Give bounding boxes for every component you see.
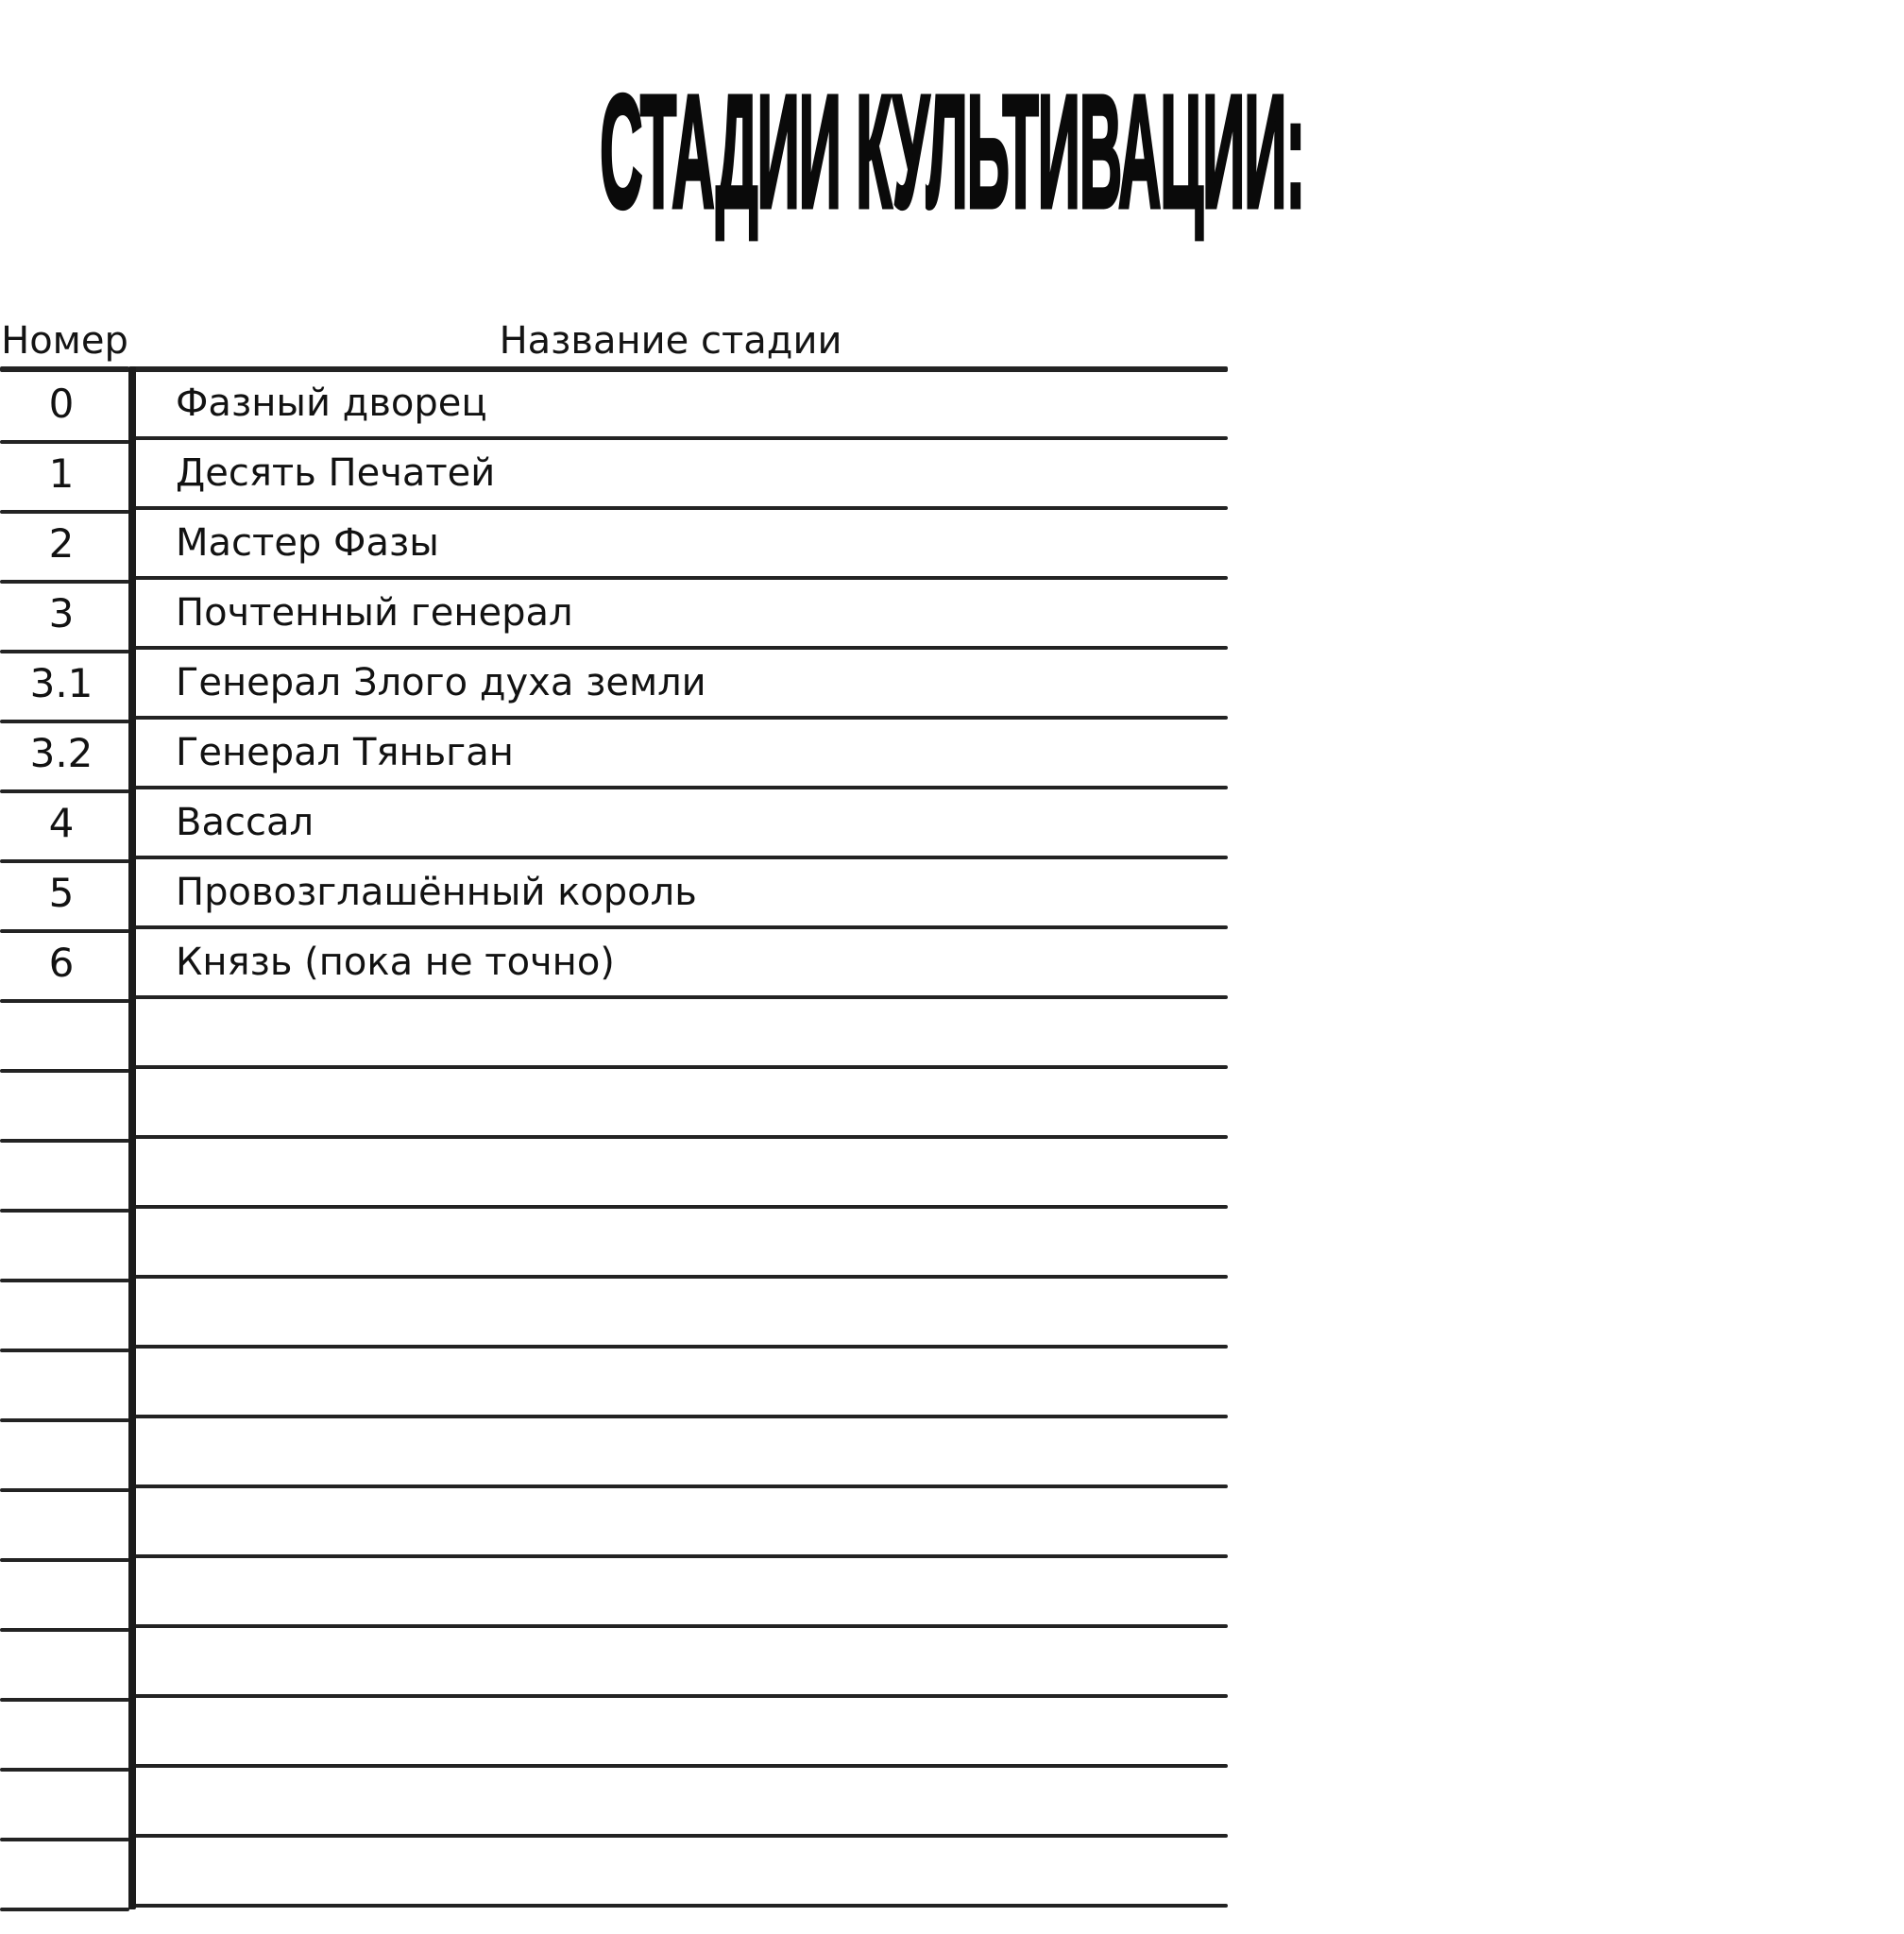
table-row-empty (0, 1628, 1228, 1694)
table-row-empty (0, 1698, 1228, 1764)
table-row-empty (0, 1838, 1228, 1904)
row-number-cell: 0 (48, 380, 75, 427)
row-stage-name-cell: Десять Печатей (176, 451, 496, 495)
row-stage-name-cell: Мастер Фазы (176, 521, 439, 565)
row-stage-name-cell: Почтенный генерал (176, 591, 573, 635)
table-row-empty (0, 1488, 1228, 1554)
row-stage-name-cell: Князь (пока не точно) (176, 941, 615, 984)
table-row-empty (0, 1768, 1228, 1834)
row-stage-name-cell: Вассал (176, 801, 314, 844)
table-row-empty (0, 1349, 1228, 1415)
row-divider-left (0, 1908, 129, 1911)
table-row-empty (0, 1279, 1228, 1345)
table-row-empty (0, 1139, 1228, 1205)
column-header-number: Номер (1, 319, 128, 363)
table-row-empty (0, 999, 1228, 1065)
row-number-cell: 3 (48, 589, 75, 636)
row-stage-name-cell: Фазный дворец (176, 382, 487, 425)
table-row-empty (0, 1209, 1228, 1275)
row-stage-name-cell: Провозглашённый король (176, 871, 697, 914)
row-number-cell: 3.2 (29, 729, 94, 776)
row-number-cell: 3.1 (29, 659, 94, 706)
row-number-cell: 2 (48, 519, 75, 567)
table-row-empty (0, 1069, 1228, 1135)
row-stage-name-cell: Генерал Злого духа земли (176, 661, 706, 704)
column-header-stage-name: Название стадии (499, 319, 842, 363)
row-number-cell: 1 (48, 450, 75, 497)
row-number-cell: 5 (48, 869, 75, 916)
row-number-cell: 6 (48, 939, 75, 986)
page-title-text: СТАДИИ КУЛЬТИВАЦИИ: (600, 62, 1305, 242)
row-divider (129, 1904, 1228, 1908)
row-number-cell: 4 (48, 799, 75, 846)
row-stage-name-cell: Генерал Тяньган (176, 731, 514, 774)
table-row-empty (0, 1418, 1228, 1484)
table-row-empty (0, 1558, 1228, 1624)
page-title (0, 62, 1305, 242)
